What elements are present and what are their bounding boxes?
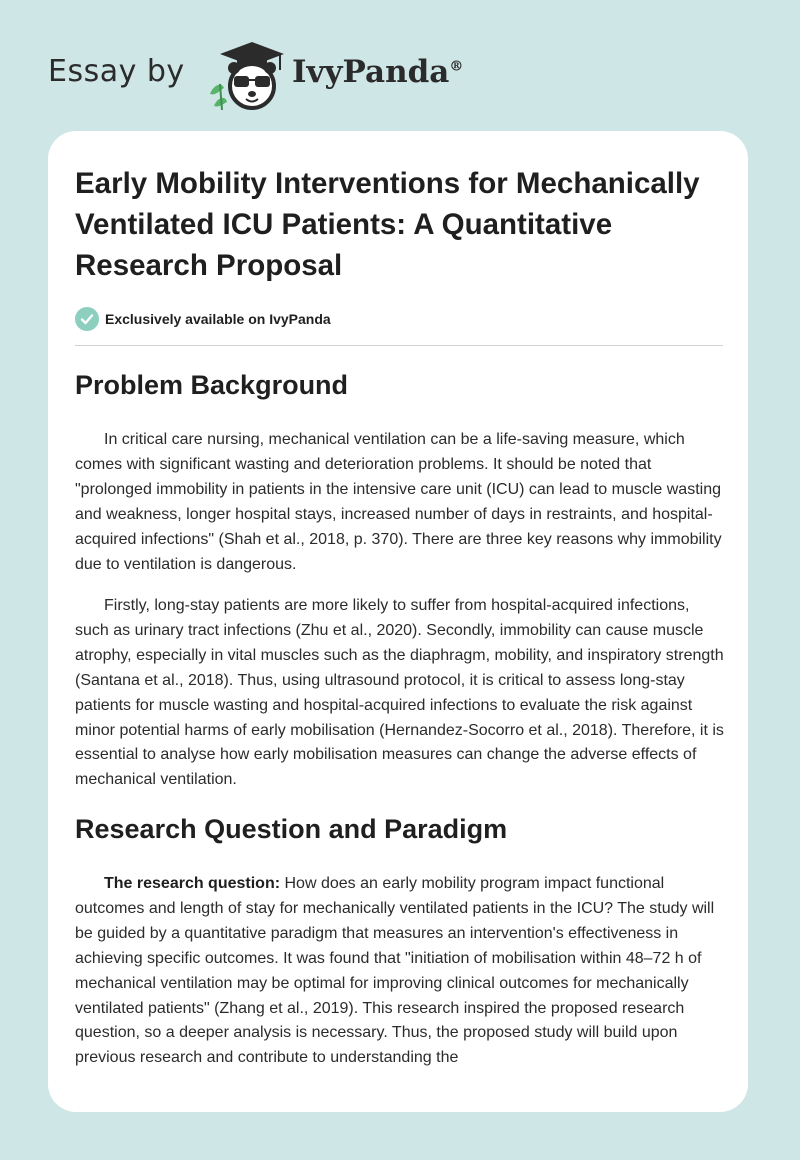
divider <box>75 345 723 346</box>
registered-mark: ® <box>449 58 464 75</box>
exclusive-label: Exclusively available on IvyPanda <box>105 311 331 327</box>
essay-card <box>48 131 748 1112</box>
paragraph-research-question: The research question: How does an early mobility program impact functional outcomes and length of stay for mechanically ventilated patients in the ICU? The study will be guided by a quantitative paradigm that measures an intervention's effectiveness in achieving specific outcomes. It was found that "initiation of mobilisation within 48–72 h of mechanical ventilation may be optimal for improving clinical outcomes for mechanically ventilated patients" (Zhang et al., 2019). This research inspired the proposed research question, so a deeper analysis is necessary. Thus, the proposed study will build upon previous research and contribute to understanding the <box>75 875 715 1067</box>
paragraph-problem-2: Firstly, long-stay patients are more likely to suffer from hospital-acquired infections, such as urinary tract infections (Zhu et al., 2020). Secondly, immobility can cause muscle atrophy, especially in vital muscles such as the diaphragm, mobility, and inspiratory strength (Santana et al., 2018). Thus, using ultrasound protocol, it is critical to assess long-stay patients for muscle wasting and hospital-acquired infections to evaluate the risk against minor potential harms of early mobilisation (Hernandez-Socorro et al., 2018). Therefore, it is essential to analyse how early mobilisation measures can change the adverse effects of mechanical ventilation. <box>75 597 724 789</box>
research-question-lead: The research question: <box>104 875 281 892</box>
paragraph-problem-1: In critical care nursing, mechanical ventilation can be a life-saving measure, which comes with significant wasting and deterioration problems. It should be noted that "prolonged immobility in patients in the intensive care unit (ICU) can lead to muscle wasting and weakness, longer hospital stays, increased number of days in restraints, and hospital-acquired infections" (Shah et al., 2018, p. 370). There are three key reasons why immobility due to ventilation is dangerous. <box>75 431 722 573</box>
section-heading-research-question: Research Question and Paradigm <box>75 814 508 844</box>
exclusive-badge <box>75 306 331 332</box>
essay-by-label: Essay by <box>48 54 185 89</box>
ivypanda-logo-icon[interactable] <box>200 36 290 112</box>
site-header <box>48 36 548 112</box>
brand-name[interactable]: IvyPanda® <box>292 54 464 90</box>
check-icon <box>75 307 99 331</box>
page-title: Early Mobility Interventions for Mechanically Ventilated ICU Patients: A Quantitative Research Proposal <box>75 167 700 282</box>
section-heading-problem-background: Problem Background <box>75 370 349 400</box>
